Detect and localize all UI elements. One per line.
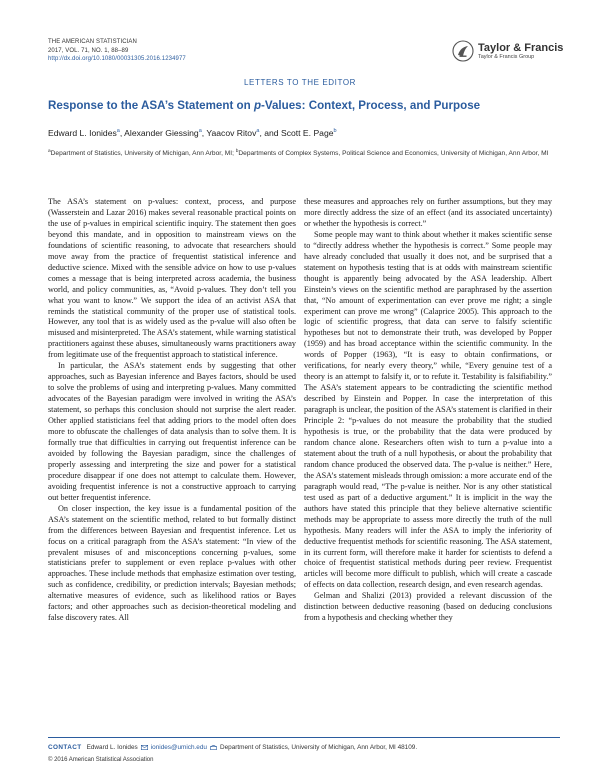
email-icon <box>141 745 148 750</box>
author-affil-mark: a <box>116 128 120 135</box>
author-name[interactable]: Edward L. Ionides <box>48 128 117 138</box>
contact-line <box>48 744 417 751</box>
address-icon <box>210 745 217 750</box>
title-suffix: -Values: Context, Process, and Purpose <box>261 99 481 112</box>
author-list: Edward L. Ionides$^a$, Alexander Giessing$^a$, Yaacov Ritov$^a$, and Scott E. Page$^b$ <box>48 128 337 138</box>
volume-line: 2017, VOL. 71, NO. 1, 88–89 <box>48 47 129 54</box>
section-label: LETTERS TO THE EDITOR <box>243 78 357 87</box>
title-italic: p <box>253 99 262 112</box>
author-affil-mark: b <box>333 128 337 135</box>
contact-email[interactable]: ionides@umich.edu <box>150 744 207 751</box>
author-affil-mark: a <box>198 128 202 135</box>
contact-label: CONTACT <box>48 744 82 751</box>
body-paragraph: Gelman and Shalizi (2013) provided a relevant discussion of the distinction between deductive reasoning (based on deducing conclusions from a hypothesis and checking whether they <box>304 591 552 623</box>
affil-mark-a: a <box>48 149 51 154</box>
author-name[interactable]: Alexander Giessing <box>124 128 199 138</box>
body-paragraph: Some people may want to think about whether it makes scientific sense to “directly address whether the hypothesis is correct.” Some people may have already concluded that usually it does not, and be surprised that a statement on hypothesis testing that is at odds with mainstream scientific thought is apparently being advocated by the ASA leadership. Albert Einstein’s views on the scientific method are paraphrased by the assertion that, “No amount of experimentation can ever prove me right; a single experiment can prove me wrong” (Calaprice 2005). This approach to the logic of scientific progress, that data can serve to falsify scientific hypotheses but not to demonstrate their truth, was developed by Popper (1959) and has broad acceptance within the scientific community. In the words of Popper (1963), “It is easy to obtain confirmations, or verifications, for nearly every theory,” while, “Every genuine test of a theory is an attempt to falsify it, or to refute it. Testability is falsifiability.” The ASA’s statement appears to be contradicting the scientific method described by Einstein and Popper. In case the interpretation of this paragraph is unclear, the position of the ASA’s statement is clarified in their Principle 2: “p-values do not measure the probability that the studied hypothesis is true, or the probability that the data were produced by random chance alone. Researchers often wish to turn a p-value into a statement about the truth of a null hypothesis, or about the probability that random chance produced the observed data. The p-value is neither.” Here, the ASA’s statement misleads through omission: a more accurate end of the paragraph would read, “The p-value is neither. Nor is any other statistical test used as part of a deductive argument.” It is implicit in the way the authors have stated this principle that they believe alternative scientific methods may be appropriate to assess more directly the truth of the null hypothesis. Many readers will infer the ASA to imply the inferiority of deductive frequentist methods for scientific reasoning. The ASA statement, in its current form, will therefore make it harder for scientists to defend a choice of frequentist statistical methods during peer review. Frequentist articles will become more difficult to publish, which will create a cascade of effects on data collection, research design, and even research agendas. <box>304 229 552 590</box>
publisher-name: Taylor & Francis <box>478 41 564 54</box>
doi-link[interactable]: http://dx.doi.org/10.1080/00031305.2016.1234977 <box>48 56 186 62</box>
article-title <box>48 99 568 113</box>
body-paragraph: these measures and approaches rely on further assumptions, but they may more directly address the size of an effect (and its associated uncertainty) or whether the hypothesis is correct.” <box>304 197 552 228</box>
left-column <box>48 197 296 732</box>
body-paragraph: The ASA’s statement on p-values: context, process, and purpose (Wasserstein and Lazar 2016) makes several reasonable practical points on the use of p-values in empirical scientific inquiry. The statement then goes beyond this mandate, and in opposition to mainstream views on the foundations of scientific reasoning, to advocate that researchers should move away from the practice of frequentist statistical inference and deductive science. Mixed with the sensible advice on how to use p-values comes a message that is being interpreted across academia, the business world, and policy communities, as, “Avoid p-values. They don’t tell you what you want to know.” We support the idea of an activist ASA that reminds the statistical community of the proper use of statistical tools. However, any tool that is as widely used as the p-value will also often be misused and misinterpreted. The ASA’s statement, while warning statistical practitioners against these abuses, simultaneously warns practitioners away from legitimate use of the frequentist approach to statistical inference. <box>48 197 296 360</box>
contact-address: Department of Statistics, University of Michigan, Ann Arbor, MI 48109. <box>219 744 418 751</box>
taylor-francis-logo-icon <box>452 40 474 62</box>
right-column <box>304 197 552 732</box>
publisher-logo <box>452 40 563 62</box>
author-affil-mark: a <box>256 128 260 135</box>
body-paragraph: In particular, the ASA’s statement ends by suggesting that other approaches, such as Bayesian inference and Bayes factors, should be used to solve the problems of using and interpreting p-values. Many committed advocates of the Bayesian paradigm were involved in writing the ASA’s statement, so perhaps this conclusion should not surprise the alert reader. Other applied statisticians feel that adding priors to the model often does more to obfuscate the challenges of data analysis than to solve them. It is formally true that difficulties in carrying out frequentist inference can be avoided by following the Bayesian paradigm, since the challenges of properly assessing and interpreting the size and power for a statistical procedure disappear if one does not attempt to calculate them. However, avoiding frequentist inference is not a constructive approach to carrying out better frequentist inference. <box>48 361 296 502</box>
affiliations <box>48 147 560 159</box>
affiliation-b: Departments of Complex Systems, Political Science and Economics, University of Michigan, Ann Arbor, MI <box>238 150 549 158</box>
journal-header <box>48 38 186 64</box>
footer-divider <box>48 737 560 738</box>
publisher-group: Taylor & Francis Group <box>478 53 535 60</box>
body-paragraph: On closer inspection, the key issue is a fundamental position of the ASA’s statement on the scientific method, related to but formally distinct from the differences between Bayesian and frequentist inference. Let us focus on a critical paragraph from the ASA’s statement: “In view of the prevalent misuses of and misconceptions concerning p-values, some statisticians prefer to supplement or even replace p-values with other approaches. These include methods that emphasize estimation over testing, such as confidence, credibility, or prediction intervals; Bayesian methods; alternative measures of evidence, such as likelihood ratios or Bayes factors; and other approaches such as decision-theoretical modeling and false discovery rates. All <box>48 503 296 623</box>
author-name[interactable]: Yaacov Ritov <box>206 128 257 138</box>
author-name[interactable]: and Scott E. Page <box>264 128 334 138</box>
copyright: © 2016 American Statistical Association <box>48 757 154 763</box>
journal-name: THE AMERICAN STATISTICIAN <box>48 39 137 45</box>
title-prefix: Response to the ASA’s Statement on <box>48 99 254 112</box>
affil-mark-b: b <box>235 149 239 154</box>
affiliation-a: Department of Statistics, University of Michigan, Ann Arbor, MI; <box>50 150 236 158</box>
contact-name: Edward L. Ionides <box>86 744 138 751</box>
